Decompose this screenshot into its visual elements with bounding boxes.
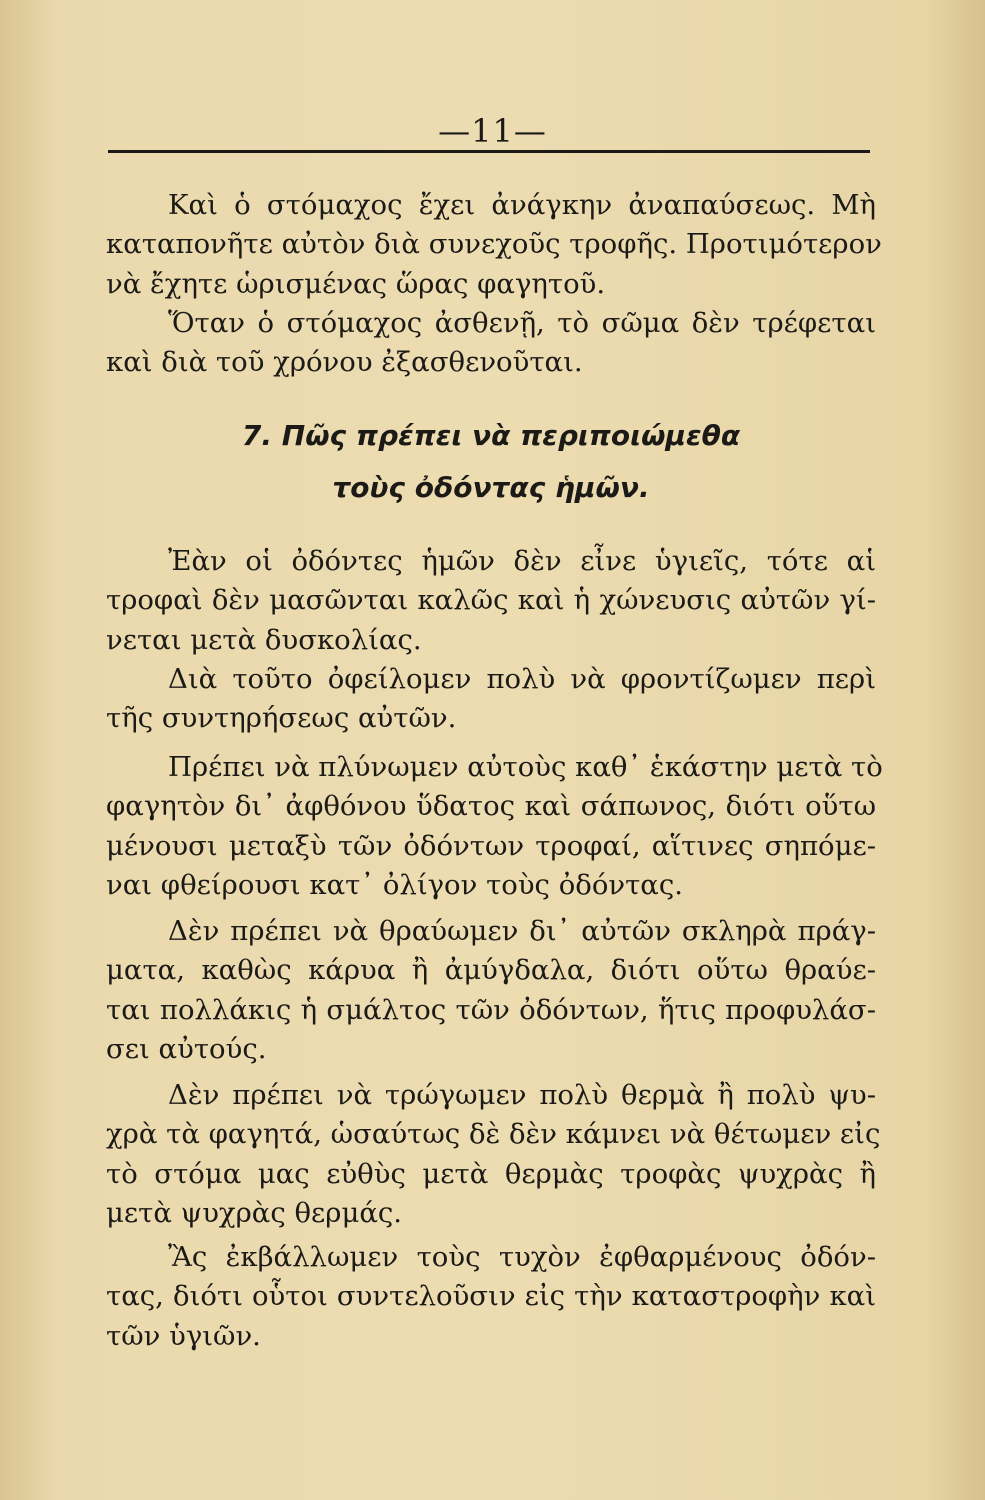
text-line: χρὰ τὰ φαγητά, ὡσαύτως δὲ δὲν κάμνει νὰ θέτωμεν εἰς (106, 1118, 881, 1151)
text-line: Καὶ ὁ στόμαχος ἔχει ἀνάγκην ἀναπαύσεως. Μὴ (168, 189, 876, 221)
text-line: τῶν ὑγιῶν. (106, 1319, 261, 1352)
text-line: ματα, καθὼς κάρυα ἢ ἀμύγδαλα, διότι οὕτω θραύε- (106, 954, 876, 987)
text-line: ναι φθείρουσι κατ᾽ ὀλίγον τοὺς ὀδόντας. (106, 869, 684, 902)
text-line: Πρέπει νὰ πλύνωμεν αὐτοὺς καθ᾽ ἑκάστην μετὰ τὸ (168, 751, 883, 783)
paragraph-washing (106, 748, 883, 906)
paragraph-teeth-health (106, 542, 876, 660)
text-line: νὰ ἔχητε ὡρισμένας ὥρας φαγητοῦ. (106, 267, 606, 300)
text-line: ται πολλάκις ἡ σμάλτος τῶν ὀδόντων, ἥτις προφυλάσ- (106, 993, 876, 1026)
paragraph-care (106, 660, 876, 739)
text-line: Δὲν πρέπει νὰ τρώγωμεν πολὺ θερμὰ ἢ πολὺ ψυ- (168, 1079, 876, 1111)
text-line: Δὲν πρέπει νὰ θραύωμεν δι᾽ αὐτῶν σκληρὰ πράγ- (168, 915, 876, 947)
text-line: Ὅταν ὁ στόμαχος ἀσθενῇ, τὸ σῶμα δὲν τρέφεται (168, 307, 876, 339)
text-line: φαγητὸν δι᾽ ἀφθόνου ὕδατος καὶ σάπωνος, διότι οὕτω (106, 790, 876, 823)
text-line: τας, διότι οὗτοι συντελοῦσιν εἰς τὴν καταστροφὴν καὶ (106, 1280, 876, 1313)
text-line: Ἂς ἐκβάλλωμεν τοὺς τυχὸν ἐφθαρμένους ὀδόν- (168, 1241, 876, 1273)
paragraph-stomach-weak (106, 304, 876, 383)
text-line: Ἐὰν οἱ ὀδόντες ἡμῶν δὲν εἶνε ὑγιεῖς, τότε αἱ (168, 545, 876, 577)
text-line: τὸ στόμα μας εὐθὺς μετὰ θερμὰς τροφὰς ψυχρὰς ἢ (106, 1157, 876, 1190)
heading-line: 7. Πῶς πρέπει νὰ περιποιώμεθα (241, 419, 741, 452)
header-rule (108, 150, 870, 153)
page-number: —11— (438, 112, 547, 150)
heading-line: τοὺς ὀδόντας ἡμῶν. (332, 471, 650, 504)
paragraph-extraction (106, 1238, 876, 1356)
text-line: Διὰ τοῦτο ὀφείλομεν πολὺ νὰ φροντίζωμεν περὶ (168, 663, 876, 695)
section-heading (106, 410, 876, 514)
paragraph-stomach-rest (106, 186, 882, 304)
paragraph-hard-things (106, 912, 876, 1070)
text-line: νεται μετὰ δυσκολίας. (106, 623, 422, 656)
text-line: καὶ διὰ τοῦ χρόνου ἐξασθενοῦται. (106, 346, 583, 379)
text-line: μένουσι μεταξὺ τῶν ὀδόντων τροφαί, αἵτινες σηπόμε- (106, 829, 876, 862)
text-line: τροφαὶ δὲν μασῶνται καλῶς καὶ ἡ χώνευσις αὐτῶν γί- (106, 584, 876, 617)
text-line: καταπονῆτε αὐτὸν διὰ συνεχοῦς τροφῆς. Προτιμότερον (106, 228, 882, 261)
text-line: μετὰ ψυχρὰς θερμάς. (106, 1197, 403, 1230)
text-line: τῆς συντηρήσεως αὐτῶν. (106, 702, 457, 735)
paragraph-temperature (106, 1076, 881, 1234)
text-line: σει αὐτούς. (106, 1033, 267, 1066)
